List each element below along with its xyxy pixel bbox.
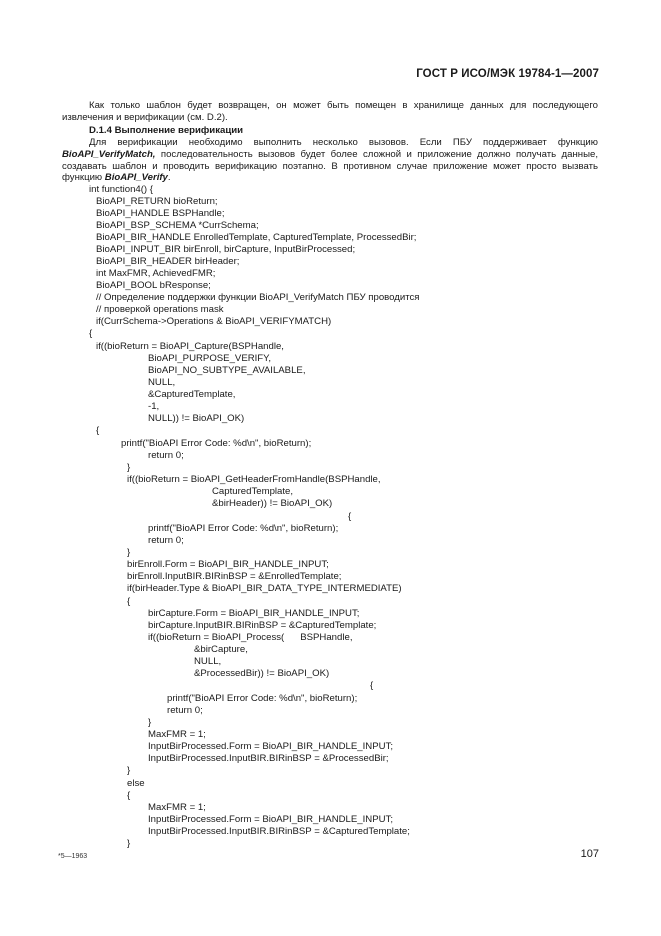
code-line: BioAPI_BOOL bResponse;	[96, 280, 211, 291]
code-line: InputBirProcessed.InputBIR.BIRinBSP = &CapturedTemplate;	[148, 826, 410, 837]
section-title: D.1.4 Выполнение верификации	[89, 125, 244, 136]
code-line: birEnroll.Form = BioAPI_BIR_HANDLE_INPUT;	[127, 559, 329, 570]
code-line: InputBirProcessed.InputBIR.BIRinBSP = &ProcessedBir;	[148, 753, 389, 764]
code-line: &ProcessedBir)) != BioAPI_OK)	[194, 668, 330, 679]
code-line: BioAPI_HANDLE BSPHandle;	[96, 208, 225, 219]
code-comment: // Определение поддержки функции BioAPI_VerifyMatch ПБУ проводится	[96, 292, 420, 303]
code-line: birCapture.InputBIR.BIRinBSP = &CapturedTemplate;	[148, 620, 377, 631]
code-line: BioAPI_INPUT_BIR birEnroll, birCapture, InputBirProcessed;	[96, 244, 356, 255]
code-line: &CapturedTemplate,	[148, 389, 236, 400]
code-line: BioAPI_BIR_HANDLE EnrolledTemplate, CapturedTemplate, ProcessedBir;	[96, 232, 417, 243]
code-line: MaxFMR = 1;	[148, 729, 206, 740]
code-line: {	[127, 596, 131, 607]
code-line: &birCapture,	[194, 644, 248, 655]
code-line: if(CurrSchema->Operations & BioAPI_VERIFYMATCH)	[96, 316, 332, 327]
code-line: InputBirProcessed.Form = BioAPI_BIR_HANDLE_INPUT;	[148, 814, 394, 825]
code-line: NULL,	[148, 377, 176, 388]
verification-paragraph	[62, 137, 598, 184]
code-line: {	[370, 680, 374, 691]
code-line: BioAPI_RETURN bioReturn;	[96, 196, 218, 207]
code-line: }	[127, 765, 131, 776]
code-line: birCapture.Form = BioAPI_BIR_HANDLE_INPUT;	[148, 608, 360, 619]
code-line: }	[148, 717, 152, 728]
code-line: return 0;	[148, 535, 184, 546]
code-line: printf("BioAPI Error Code: %d\n", bioReturn);	[121, 438, 312, 449]
code-line: if((bioReturn = BioAPI_Capture(BSPHandle,	[96, 341, 284, 352]
paragraph-text: последовательность вызовов будет более сложной и приложение должно получать данные, создавать шаблон и проводить верификацию поэтапно. В противном случае приложение может просто вызвать функцию	[62, 148, 598, 184]
intro-paragraph: Как только шаблон будет возвращен, он может быть помещен в хранилище данных для последующего извлечения и верификации (см. D.2).	[62, 100, 598, 123]
code-line: return 0;	[167, 705, 203, 716]
code-line: -1,	[148, 401, 160, 412]
code-line: BioAPI_NO_SUBTYPE_AVAILABLE,	[148, 365, 306, 376]
function-name: BioAPI_Verify	[104, 172, 168, 184]
code-line: MaxFMR = 1;	[148, 802, 206, 813]
paragraph-text: .	[167, 172, 171, 184]
code-line: NULL,	[194, 656, 222, 667]
code-line: NULL)) != BioAPI_OK)	[148, 413, 245, 424]
code-line: {	[127, 790, 131, 801]
code-line: }	[127, 838, 131, 849]
code-line: BioAPI_BIR_HEADER birHeader;	[96, 256, 240, 267]
code-line: return 0;	[148, 450, 184, 461]
code-line: BioAPI_PURPOSE_VERIFY,	[148, 353, 271, 364]
code-line: }	[127, 462, 131, 473]
code-line: {	[348, 511, 352, 522]
code-line: CapturedTemplate,	[212, 486, 294, 497]
code-line: printf("BioAPI Error Code: %d\n", bioReturn);	[167, 693, 358, 704]
code-comment: // проверкой operations mask	[96, 304, 224, 315]
code-line: int function4() {	[89, 184, 153, 195]
code-line: &birHeader)) != BioAPI_OK)	[212, 498, 333, 509]
code-line: if(birHeader.Type & BioAPI_BIR_DATA_TYPE_INTERMEDIATE)	[127, 583, 402, 594]
code-line: {	[96, 425, 100, 436]
code-line: if((bioReturn = BioAPI_Process( BSPHandle,	[148, 632, 353, 643]
code-line: }	[127, 547, 131, 558]
code-line: if((bioReturn = BioAPI_GetHeaderFromHandle(BSPHandle,	[127, 474, 381, 485]
code-line: InputBirProcessed.Form = BioAPI_BIR_HANDLE_INPUT;	[148, 741, 394, 752]
code-line: birEnroll.InputBIR.BIRinBSP = &EnrolledTemplate;	[127, 571, 342, 582]
paragraph-text: Для верификации необходимо выполнить несколько вызовов. Если ПБУ поддерживает функцию	[89, 137, 598, 148]
code-line: BioAPI_BSP_SCHEMA *CurrSchema;	[96, 220, 259, 231]
code-line: printf("BioAPI Error Code: %d\n", bioReturn);	[148, 523, 339, 534]
code-line: else	[127, 778, 145, 789]
code-line: int MaxFMR, AchievedFMR;	[96, 268, 216, 279]
page-number: 107	[580, 848, 599, 860]
function-name: BioAPI_VerifyMatch,	[62, 148, 156, 160]
print-mark: *5—1963	[58, 853, 88, 860]
standard-header: ГОСТ Р ИСО/МЭК 19784-1—2007	[416, 68, 599, 80]
code-line: {	[89, 328, 93, 339]
